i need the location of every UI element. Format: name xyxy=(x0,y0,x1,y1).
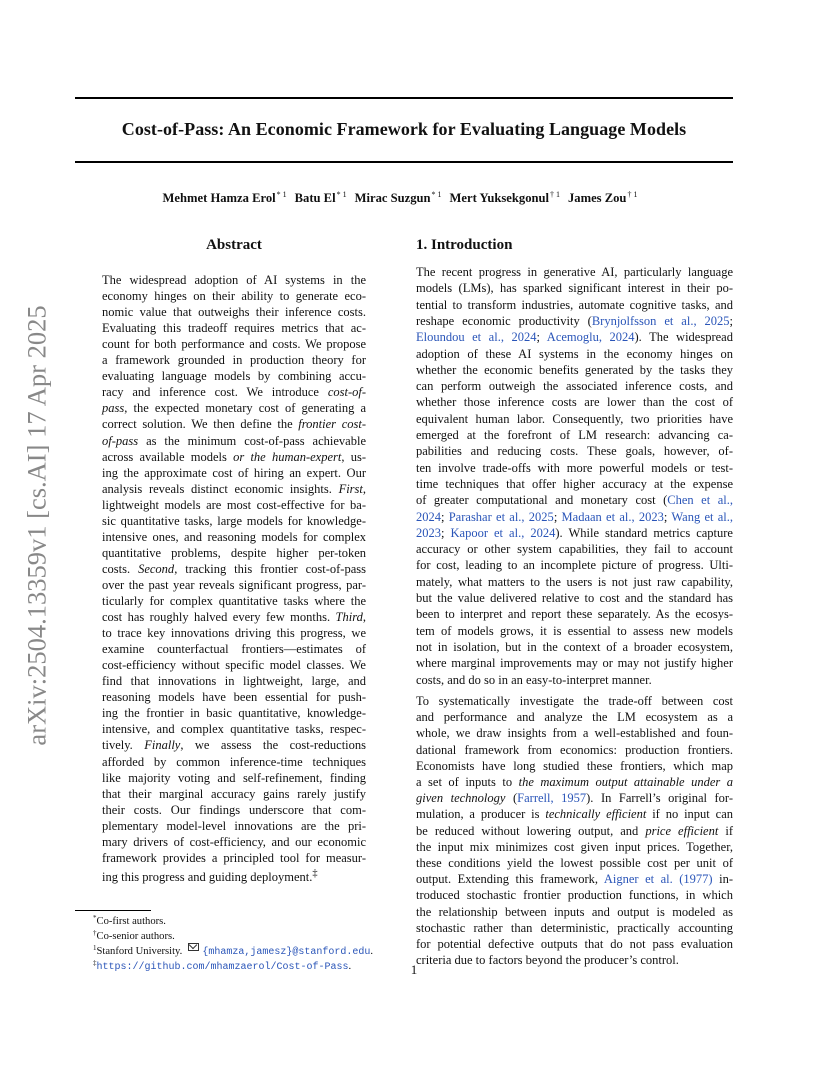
text-line: time techniques that offer higher accuracy at the expense xyxy=(416,476,733,491)
text-line: ing this progress and guiding deployment.‡ xyxy=(102,867,318,884)
text-line: Economists have long studied these frontiers, which map xyxy=(416,758,733,773)
author-name: Batu El$^{* 1}$ xyxy=(294,190,347,205)
text-line: The widespread adoption of AI systems in the xyxy=(102,273,366,287)
footnote-repository: ‡https://github.com/mhamzaerol/Cost-of-Pass. xyxy=(93,959,352,973)
text-line: nomic value that outweighs their inference costs. xyxy=(102,305,366,320)
text-line: mately, what matters to the users is not just raw capability, xyxy=(416,574,733,589)
text-line: sic quantitative tasks, large models for knowledge- xyxy=(102,513,366,528)
text-line: framework provides a principled tool for measur- xyxy=(102,850,366,865)
text-line: ing the approximate cost of hiring an expert. Our xyxy=(102,465,366,480)
text-line: not in isolation, but in the context of a broader ecosystem, xyxy=(416,639,733,654)
text-line: but the value delivered relative to cost and the standard has xyxy=(416,591,733,605)
text-line: costs. Second, tracking this frontier cost-of-pass xyxy=(102,561,366,576)
author-name: Mert Yuksekgonul$^{\dagger 1}$ xyxy=(449,190,560,205)
text-line: that their marginal accuracy gains rarely justify xyxy=(102,786,366,801)
arxiv-identifier: arXiv:2504.13359v1 [cs.AI] 17 Apr 2025 xyxy=(21,304,52,746)
text-line: tem of models grows, it is essential to assess new models xyxy=(416,623,733,638)
text-line: emerged at the forefront of LM research: advancing ca- xyxy=(416,428,733,442)
text-line: analysis reveals distinct economic insights. First, xyxy=(102,481,366,496)
text-line: find that innovations in lightweight, large, and xyxy=(102,674,366,689)
author-name: James Zou$^{\dagger 1}$ xyxy=(568,190,638,205)
author-list xyxy=(75,190,733,206)
text-line: mulation, a producer is technically efficient if no input can xyxy=(416,807,733,822)
text-line: criteria due to factors beyond the producer’s control. xyxy=(416,953,679,968)
author-name: Mirac Suzgun$^{* 1}$ xyxy=(354,190,442,205)
text-line: Eloundou et al., 2024; Acemoglu, 2024). The widespread xyxy=(416,330,733,345)
author-affiliation-marks: * 1 xyxy=(431,190,442,199)
text-line: pass, the expected monetary cost of generating a xyxy=(102,401,366,416)
text-line: ing the frontier in basic quantitative, knowledge- xyxy=(102,706,366,721)
text-line: racy and inference cost. We introduce cost-of- xyxy=(102,385,366,400)
text-line: costs, and do so in an easy-to-interpret manner. xyxy=(416,672,652,687)
introduction-heading: 1. Introduction xyxy=(416,237,513,253)
text-line: quantitative problems, despite higher per-token xyxy=(102,545,366,560)
text-line: the input mix minimizes cost given input prices. Together, xyxy=(416,839,733,854)
author-affiliation-marks: * 1 xyxy=(276,190,287,199)
text-line: output. Extending this framework, Aigner et al. (1977) in- xyxy=(416,872,733,887)
text-line: The recent progress in generative AI, particularly language xyxy=(416,265,733,279)
text-line: whole, we draw insights from a well-established and foun- xyxy=(416,726,733,741)
text-line: to trace key innovations driving this progress, we xyxy=(102,626,366,641)
text-line: tential to transform industries, automate cognitive tasks, and xyxy=(416,297,733,312)
text-line: like majority voting and self-refinement, finding xyxy=(102,770,366,785)
text-line: can perform outweigh the associated inference costs, and xyxy=(416,379,733,394)
text-line: adoption of these AI systems in the economy hinges on xyxy=(416,346,733,361)
text-line: lightweight models are most cost-effective for ba- xyxy=(102,497,366,512)
envelope-icon xyxy=(188,943,199,951)
text-line: the relationship between inputs and output is modeled as xyxy=(416,904,733,919)
text-line: count for both performance and costs. We propose xyxy=(102,337,366,352)
text-line: afforded by common inference-time techniques xyxy=(102,754,366,769)
text-line: and performance and analyze the LM ecosystem as a xyxy=(416,710,733,725)
abstract-heading: Abstract xyxy=(206,237,262,253)
text-line: intensive ones, and reasoning models for complex xyxy=(102,529,366,544)
text-line: of greater computational and monetary cost (Chen et al., xyxy=(416,493,733,508)
text-line: these conditions yield the lowest possible cost per unit of xyxy=(416,856,733,870)
text-line: reshape economic productivity (Brynjolfsson et al., 2025; xyxy=(416,313,733,328)
author-affiliation-marks: * 1 xyxy=(336,190,347,199)
text-line: their costs. Our findings underscore that com- xyxy=(102,802,366,817)
text-line: accuracy or other system capabilities, they fail to account xyxy=(416,542,733,557)
text-line: given technology (Farrell, 1957). In Farrell’s original for- xyxy=(416,791,733,806)
text-line: over the past year reveals significant progress, par- xyxy=(102,577,366,592)
text-line: troduced stochastic frontier production functions, in which xyxy=(416,888,733,903)
text-line: intensive, and complex quantitative tasks, respec- xyxy=(102,722,366,737)
text-line: for potential defective outputs that do not pass evaluation xyxy=(416,937,733,951)
title-bottom-rule xyxy=(75,161,733,163)
text-line: stochastic rather than deterministic, practically accounting xyxy=(416,920,733,935)
arxiv-stamp xyxy=(20,294,54,756)
author-affiliation-marks: † 1 xyxy=(627,190,638,199)
text-line: be reduced without lowering output, and price efficient if xyxy=(416,823,733,838)
text-line: mary drivers of cost-efficiency, and our economic xyxy=(102,834,366,849)
author-affiliation-marks: † 1 xyxy=(550,190,560,199)
footnote-senior-authors: †Co-senior authors. xyxy=(93,929,175,942)
footnote-first-authors: *Co-first authors. xyxy=(93,914,166,927)
text-line: reasoning models have been essential for push- xyxy=(102,690,366,705)
text-line: ticularly for complex quantitative tasks where the xyxy=(102,594,366,608)
text-line: a framework grounded in production theory for xyxy=(102,353,366,368)
text-line: economy hinges on their ability to generate eco- xyxy=(102,289,366,304)
text-line: examine counterfactual frontiers—estimates of xyxy=(102,642,366,657)
text-line: ten involve trade-offs with more powerful models or test- xyxy=(416,460,733,475)
text-line: 2024; Parashar et al., 2025; Madaan et al., 2023; Wang et al., xyxy=(416,509,733,524)
text-line: equivalent human labor. Consequently, two priorities have xyxy=(416,411,733,426)
text-line: cost has roughly halved every few months. Third, xyxy=(102,610,366,625)
text-line: cost-efficiency without specific model classes. We xyxy=(102,658,366,673)
text-line: Evaluating this tradeoff requires metrics that ac- xyxy=(102,321,366,336)
author-name: Mehmet Hamza Erol$^{* 1}$ xyxy=(162,190,287,205)
text-line: 2023; Kapoor et al., 2024). While standard metrics capture xyxy=(416,525,733,540)
text-line: plementary model-level innovations are the pri- xyxy=(102,818,366,833)
text-line: whether the economic benefits generated by the tasks they xyxy=(416,362,733,377)
text-line: models (LMs), has sparked significant interest in their po- xyxy=(416,281,733,296)
text-line: tively. Finally, we assess the cost-reductions xyxy=(102,738,366,753)
text-line: of-pass as the minimum cost-of-pass achievable xyxy=(102,433,366,448)
top-rule xyxy=(75,97,733,99)
text-line: dational framework from economics: production frontiers. xyxy=(416,742,733,757)
text-line: pabilities and reducing costs. These goals, however, of- xyxy=(416,444,733,459)
text-line: To systematically investigate the trade-off between cost xyxy=(416,694,733,708)
repository-link[interactable]: https://github.com/mhamzaerol/Cost-of-Pass xyxy=(96,962,349,973)
text-line: evaluating language models by combining accu- xyxy=(102,369,366,384)
paper-title: Cost-of-Pass: An Economic Framework for Evaluating Language Models xyxy=(121,119,687,139)
text-line: correct solution. We then define the frontier cost- xyxy=(102,417,367,432)
text-line: across available models or the human-expert, us- xyxy=(102,449,366,464)
text-line: a set of inputs to the maximum output attainable under a xyxy=(416,775,733,789)
page-number: 1 xyxy=(410,962,418,977)
text-line: where marginal improvements may or may not justify higher xyxy=(416,656,733,671)
text-line: for cost, leading to an incomplete picture of progress. Ulti- xyxy=(416,558,733,573)
email-link[interactable]: {mhamza,jamesz}@stanford.edu xyxy=(202,947,371,958)
footnote-rule xyxy=(75,910,151,911)
footnote-affiliation: $^1$Stanford University. {mhamza,jamesz}@stanford.edu. xyxy=(93,944,374,958)
text-line: whether those inference costs are lower than the cost of xyxy=(416,395,733,410)
text-line: been to interpret and report these separately. As the ecosys- xyxy=(416,607,733,622)
